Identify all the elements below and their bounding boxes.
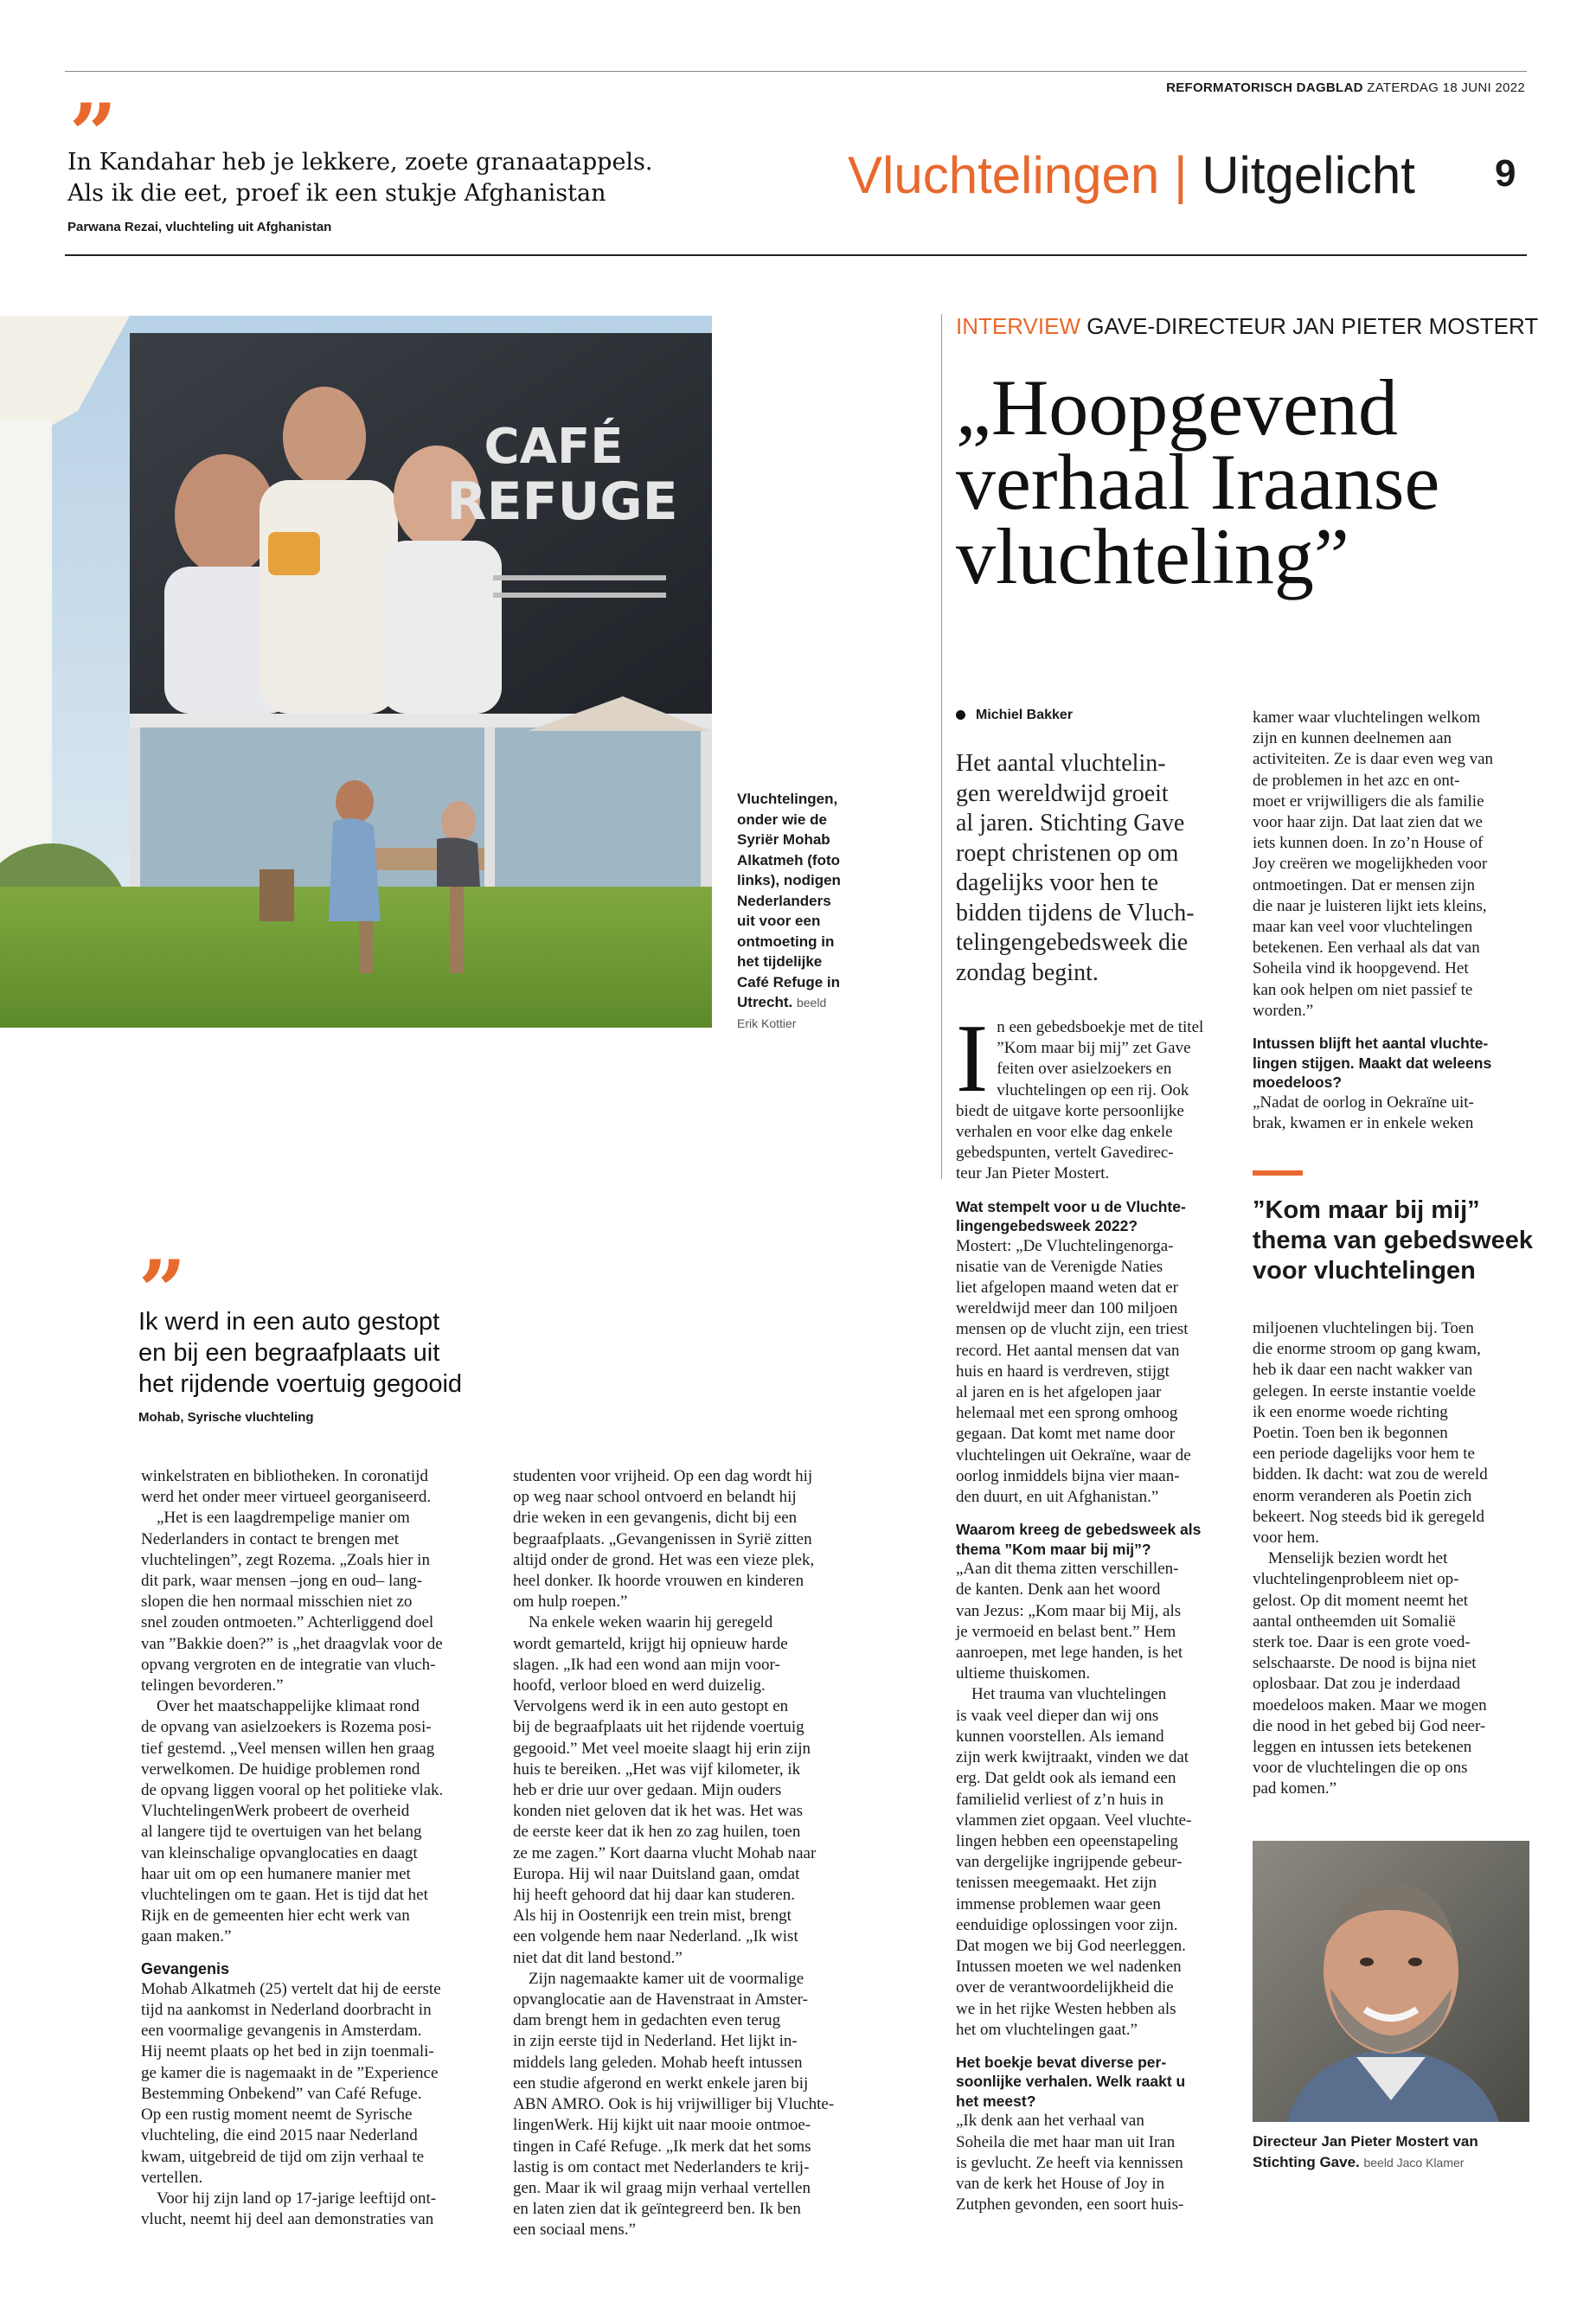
text-line: Nederlanders in contact te brengen met xyxy=(141,1529,400,1548)
answer-line: nisatie van de Verenigde Naties xyxy=(956,1257,1163,1276)
question-4 xyxy=(1253,1034,1531,1093)
text-line: van kleinschalige opvanglocaties en daagt xyxy=(141,1843,418,1862)
text-line: al langere tijd te overtuigen van het belang xyxy=(141,1823,422,1842)
answer-line: wereldwijd meer dan 100 miljoen xyxy=(956,1299,1178,1318)
answer-line: voor de vluchtelingen die op ons xyxy=(1253,1759,1468,1778)
answer-line: Het trauma van vluchtelingen xyxy=(971,1685,1167,1704)
text-line: tijd na aankomst in Nederland doorbracht in xyxy=(141,2001,432,2020)
headline-line: „Hoopgevend xyxy=(956,363,1398,452)
question-line: het meest? xyxy=(956,2092,1036,2110)
column-divider xyxy=(941,314,942,1179)
text-line: Als hij in Oostenrijk een trein mist, brengt xyxy=(513,1907,792,1926)
answer-line: aantal ontheemden uit Somalië xyxy=(1253,1612,1456,1631)
text-line: lastig is om contact met Nederlanders te krij- xyxy=(513,2157,810,2176)
opening-line: ”Kom maar bij mij” zet Gave xyxy=(997,1039,1191,1058)
top-quote-line: In Kandahar heb je lekkere, zoete granaatappels. xyxy=(67,149,653,176)
answer-line: „Aan dit thema zitten verschillen- xyxy=(956,1560,1179,1579)
answer-line: ultieme thuiskomen. xyxy=(956,1664,1091,1683)
caption-line: ontmoeting in xyxy=(737,933,835,950)
question-2 xyxy=(956,1520,1241,1559)
answer-line: vlammen ziet opgaan. Veel vluchte- xyxy=(956,1811,1192,1830)
text-line: de eerste keer dat ik hen zo zag huilen, toen xyxy=(513,1823,801,1842)
interview-headline xyxy=(956,363,1579,600)
mid-quote-mark: ” xyxy=(138,1242,187,1340)
text-line: opvang vergroten en de integratie van vluch- xyxy=(141,1655,436,1674)
answer-line: die enorme stroom op gang kwam, xyxy=(1253,1340,1481,1359)
answer-line: oorlog inmiddels bijna vier maan- xyxy=(956,1466,1180,1485)
text-line: ge kamer die is nagemaakt in de ”Experience xyxy=(141,2063,439,2082)
answer-line: zijn en kunnen deelnemen aan xyxy=(1253,729,1452,748)
answer-line: pad komen.” xyxy=(1253,1779,1337,1798)
text-line: van ”Bakkie doen?” is „het draagvlak voor de xyxy=(141,1634,443,1653)
answer-line: ontmoetingen. Dat er mensen zijn xyxy=(1253,875,1475,894)
answer-line: die nood in het gebed bij God neer- xyxy=(1253,1716,1486,1735)
answer-line: betekenen. Een verhaal als dat van xyxy=(1253,939,1480,958)
answer-line: je vermoeid en belast bent.” Hem xyxy=(956,1622,1176,1641)
text-line: vluchtelingen”, zegt Rozema. „Zoals hier in xyxy=(141,1550,430,1569)
section-divider: | xyxy=(1173,146,1188,204)
cafe-refuge-photo xyxy=(0,316,712,1028)
answer-line: Mostert: „De Vluchtelingenorga- xyxy=(956,1236,1174,1255)
box-heading-line: voor vluchtelingen xyxy=(1253,1257,1476,1285)
answer-line: het om vluchtelingen gaat.” xyxy=(956,2020,1138,2039)
text-line: werd het onder meer virtueel georganiseerd. xyxy=(141,1488,432,1507)
text-line: Over het maatschappelijke klimaat rond xyxy=(157,1697,420,1716)
answer-line: over de verantwoordelijkheid die xyxy=(956,1978,1174,1997)
caption-line: Vluchtelingen, xyxy=(737,791,838,807)
opening-line: feiten over asielzoekers en xyxy=(997,1060,1172,1079)
interview-kicker xyxy=(956,313,1538,340)
section-title xyxy=(848,145,1415,206)
subheading-gevangenis: Gevangenis xyxy=(141,1959,230,1977)
text-line: VluchtelingenWerk probeert de overheid xyxy=(141,1802,410,1821)
intro-line: roept christenen op om xyxy=(956,839,1179,867)
answer-line: voor hem. xyxy=(1253,1529,1320,1548)
question-1 xyxy=(956,1197,1241,1236)
masthead xyxy=(1166,80,1525,95)
text-line: Rijk en de gemeenten hier echt werk van xyxy=(141,1907,410,1926)
answer-line: vluchtelingen uit Oekraïne, waar de xyxy=(956,1445,1191,1465)
text-line: studenten voor vrijheid. Op een dag wordt hij xyxy=(513,1467,813,1485)
portrait-photo xyxy=(1253,1841,1529,2122)
question-3 xyxy=(956,2053,1241,2112)
intro-line: zondag begint. xyxy=(956,958,1099,986)
answer-line: huis en haard is verdreven, stijgt xyxy=(956,1362,1170,1381)
kicker-label: INTERVIEW xyxy=(956,313,1080,339)
answer-line: mensen op de vlucht zijn, een triest xyxy=(956,1320,1189,1339)
text-line: vluchtelingen om te gaan. Het is tijd dat het xyxy=(141,1886,428,1905)
caption-line: links), nodigen xyxy=(737,872,841,888)
text-line: ABN AMRO. Ook is hij vrijwilliger bij Vluchte- xyxy=(513,2095,835,2114)
opening-line: biedt de uitgave korte persoonlijke xyxy=(956,1101,1184,1120)
caption-line: Utrecht. xyxy=(737,994,793,1010)
kicker-rest: GAVE-DIRECTEUR JAN PIETER MOSTERT xyxy=(1086,313,1539,339)
caption-line: het tijdelijke xyxy=(737,953,823,970)
portrait-caption xyxy=(1253,2131,1538,2173)
text-line: dit park, waar mensen –jong en oud– lang- xyxy=(141,1572,423,1591)
answer-line: Menselijk bezien wordt het xyxy=(1268,1549,1448,1568)
text-line: Na enkele weken waarin hij geregeld xyxy=(529,1613,773,1632)
text-line: de opvang liggen vooral op het politieke vlak. xyxy=(141,1781,444,1800)
answer-line: de problemen in het azc en ont- xyxy=(1253,771,1460,790)
answer-line: is gevlucht. Ze heeft via kennissen xyxy=(956,2153,1183,2172)
text-line: tief gestemd. „Veel mensen willen hen graag xyxy=(141,1739,435,1758)
answer-line: brak, kwamen er in enkele weken xyxy=(1253,1113,1474,1132)
box-heading-line: ”Kom maar bij mij” xyxy=(1253,1196,1480,1224)
answer-line: heb ik daar een nacht wakker van xyxy=(1253,1361,1473,1380)
text-line: middels lang geleden. Mohab heeft intussen xyxy=(513,2053,803,2072)
answer-line: gelost. Op dit moment neemt het xyxy=(1253,1591,1469,1610)
answer-line: zijn werk kwijtraakt, vinden we dat xyxy=(956,1748,1189,1767)
caption-line: Syriër Mohab xyxy=(737,831,830,848)
text-line: altijd onder de grond. Het was een vieze plek, xyxy=(513,1550,815,1569)
text-line: „Het is een laagdrempelige manier om xyxy=(157,1509,410,1528)
answer-line: „Nadat de oorlog in Oekraïne uit- xyxy=(1253,1093,1474,1112)
answer-line: activiteiten. Ze is daar even weg van xyxy=(1253,750,1494,769)
answer-line: Soheila vind ik hoopgevend. Het xyxy=(1253,959,1469,978)
text-line: opvanglocatie aan de Havenstraat in Amster- xyxy=(513,1990,808,2009)
caption-line: Café Refuge in xyxy=(737,973,841,990)
text-line: Op een rustig moment neemt de Syrische xyxy=(141,2106,413,2125)
answer-line: die naar je luisteren lijkt iets kleins, xyxy=(1253,896,1487,915)
question-line: Wat stempelt voor u de Vluchte- xyxy=(956,1197,1186,1215)
portrait-credit: beeld Jaco Klamer xyxy=(1363,2155,1465,2170)
text-line: begraafplaats. „Gevangenissen in Syrië zitten xyxy=(513,1529,812,1548)
answer-line: familielid verliest of z’n huis in xyxy=(956,1790,1164,1809)
answer-line: een periode dagelijks voor hem te xyxy=(1253,1445,1475,1464)
text-line: hij heeft gehoord dat hij daar kan studeren. xyxy=(513,1886,796,1905)
caption-line: onder wie de xyxy=(737,811,827,828)
answer-line: moet er vrijwilligers die als familie xyxy=(1253,792,1484,811)
answer-line: de kanten. Denk aan het woord xyxy=(956,1580,1161,1599)
mid-quote-line: het rijdende voertuig gegooid xyxy=(138,1370,463,1398)
text-line: Bestemming Onbekend” van Café Refuge. xyxy=(141,2084,422,2103)
text-line: telingen bevorderen.” xyxy=(141,1676,284,1695)
opening-line: gebedspunten, vertelt Gavedirec- xyxy=(956,1144,1174,1163)
text-line: heel donker. Ik hoorde vrouwen en kinderen xyxy=(513,1572,804,1591)
text-line: snel zouden ontmoeten.” Achterliggend doel xyxy=(141,1613,434,1632)
answer-line: miljoenen vluchtelingen bij. Toen xyxy=(1253,1319,1474,1337)
answer-line: bekeert. Nog steeds bid ik geregeld xyxy=(1253,1507,1485,1526)
question-line: Waarom kreeg de gebedsweek als xyxy=(956,1521,1202,1539)
article-column-a xyxy=(141,1466,496,2230)
answer-line: kan ook helpen om niet passief te xyxy=(1253,980,1473,999)
answer-line: al jaren en is het afgelopen jaar xyxy=(956,1383,1162,1402)
text-line: lingenWerk. Hij kijkt uit naar mooie ontmoe- xyxy=(513,2116,811,2135)
headline-line: vluchteling” xyxy=(956,512,1349,600)
text-line: om hulp roepen.” xyxy=(513,1593,628,1612)
dropcap: I xyxy=(956,1005,989,1112)
text-line: Europa. Hij wil naar Duitsland gaan, omdat xyxy=(513,1864,800,1883)
box-accent-bar xyxy=(1253,1170,1303,1176)
answer-line: lingen hebben een opeenstapeling xyxy=(956,1831,1178,1850)
answer-line: helemaal met een sprong omhoog xyxy=(956,1404,1178,1423)
headline-line: verhaal Iraanse xyxy=(956,438,1440,526)
text-line: vlucht, neemt hij deel aan demonstraties van xyxy=(141,2210,434,2229)
text-line: gen. Maar ik wil graag mijn verhaal vertellen xyxy=(513,2178,811,2197)
caption-credit-name: Erik Kottier xyxy=(737,1016,797,1030)
answer-line: immense problemen waar geen xyxy=(956,1894,1161,1913)
mid-quote-line: en bij een begraafplaats uit xyxy=(138,1339,440,1367)
intro-line: gen wereldwijd groeit xyxy=(956,779,1169,807)
text-line: gegooid.” Met veel moeite slaagt hij erin zijn xyxy=(513,1739,811,1758)
portrait-illustration xyxy=(1253,1841,1529,2122)
text-line: bij de begraafplaats uit het rijdende voertuig xyxy=(513,1718,804,1737)
text-line: vertellen. xyxy=(141,2168,203,2187)
answer-line: bidden. Ik dacht: wat zou de wereld xyxy=(1253,1465,1488,1484)
mid-quote-line: Ik werd in een auto gestopt xyxy=(138,1308,440,1336)
answer-line: kamer waar vluchtelingen welkom xyxy=(1253,708,1481,727)
main-photo-caption xyxy=(737,789,858,1034)
answer-line: enorm veranderen als Poetin zich xyxy=(1253,1486,1472,1505)
text-line: wordt gemarteld, krijgt hij opnieuw harde xyxy=(513,1634,788,1653)
answer-line: maar kan veel voor vluchtelingen xyxy=(1253,918,1473,937)
text-line: haar uit om op een humanere manier met xyxy=(141,1864,411,1883)
top-quote-mark: ” xyxy=(69,86,118,183)
answer-line: kunnen voorstellen. Als iemand xyxy=(956,1727,1164,1746)
question-line: thema ”Kom maar bij mij”? xyxy=(956,1540,1151,1558)
answer-line: sterk toe. Daar is een grote voed- xyxy=(1253,1633,1471,1652)
opening-line: n een gebedsboekje met de titel xyxy=(997,1018,1204,1036)
interview-column-3 xyxy=(956,1005,1241,2215)
answer-line: is vaak veel dieper dan wij ons xyxy=(956,1706,1159,1725)
answer-line: moedeloos maken. Maar we mogen xyxy=(1253,1695,1487,1715)
question-line: soonlijke verhalen. Welk raakt u xyxy=(956,2073,1186,2091)
text-line: hoofd, verloor bloed en werd duizelig. xyxy=(513,1676,766,1695)
opening-line: teur Jan Pieter Mostert. xyxy=(956,1164,1110,1183)
text-line: een voormalige gevangenis in Amsterdam. xyxy=(141,2022,422,2041)
question-line: Het boekje bevat diverse per- xyxy=(956,2053,1167,2071)
answer-line: ik een enorme woede richting xyxy=(1253,1402,1448,1421)
question-line: lingengebedsweek 2022? xyxy=(956,1217,1138,1235)
answer-line: Joy creëren we mogelijkheden voor xyxy=(1253,855,1488,874)
answer-line: worden.” xyxy=(1253,1001,1314,1020)
answer-3 xyxy=(956,2111,1241,2215)
banner-sign-line1: CAFÉ xyxy=(484,419,624,475)
answer-line: aanroepen, met lege handen, is het xyxy=(956,1644,1183,1663)
interview-column-4-top xyxy=(1253,708,1531,1134)
answer-line: selschaarste. De nood is bijna niet xyxy=(1253,1654,1477,1673)
answer-line: oplosbaar. Dat zou je inderdaad xyxy=(1253,1675,1461,1694)
cafe-refuge-illustration xyxy=(0,316,712,1028)
bullet-icon xyxy=(956,710,965,720)
answer-line: van dergelijke ingrijpende gebeur- xyxy=(956,1853,1183,1872)
text-line: Zijn nagemaakte kamer uit de voormalige xyxy=(529,1969,804,1988)
answer-line: vluchtelingenprobleem niet op- xyxy=(1253,1570,1459,1589)
text-line: slopen die hen normaal misschien niet zo xyxy=(141,1593,413,1612)
text-line: dam brengt hem in gedachten even terug xyxy=(513,2011,781,2030)
intro-line: dagelijks voor hen te xyxy=(956,869,1159,896)
top-quote-attribution: Parwana Rezai, vluchteling uit Afghanistan xyxy=(67,220,332,234)
text-line: winkelstraten en bibliotheken. In coronatijd xyxy=(141,1467,428,1485)
text-line: kwam, uitgebreid de tijd om zijn verhaal te xyxy=(141,2147,425,2166)
text-line: gaan maken.” xyxy=(141,1927,232,1946)
answer-line: van de kerk het House of Joy in xyxy=(956,2175,1165,2194)
answer-line: iets kunnen doen. In zo’n House of xyxy=(1253,834,1484,853)
text-line: een volgende hem naar Nederland. „Ik wist xyxy=(513,1927,798,1946)
author-name: Michiel Bakker xyxy=(976,708,1074,722)
answer-line: Dat mogen we bij God neerleggen. xyxy=(956,1936,1186,1955)
text-line: een sociaal mens.” xyxy=(513,2221,636,2240)
author-byline xyxy=(956,708,1073,723)
box-heading xyxy=(1253,1195,1538,1286)
answer-line: eenduidige oplossingen voor zijn. xyxy=(956,1915,1178,1934)
answer-line: Soheila die met haar man uit Iran xyxy=(956,2132,1176,2151)
answer-line: den duurt, en uit Afghanistan.” xyxy=(956,1488,1159,1507)
text-line: een studie afgerond en werkt enkele jaren bij xyxy=(513,2073,809,2093)
section-primary: Vluchtelingen xyxy=(848,146,1160,204)
box-heading-line: thema van gebedsweek xyxy=(1253,1227,1533,1254)
answer-line: record. Het aantal mensen dat van xyxy=(956,1341,1180,1360)
text-line: Voor hij zijn land op 17-jarige leeftijd ont- xyxy=(157,2189,437,2208)
answer-line: Poetin. Toen ben ik begonnen xyxy=(1253,1424,1448,1443)
caption-credit: beeld xyxy=(796,996,827,1009)
answer-1 xyxy=(956,1236,1241,1509)
banner-sign-line2: REFUGE xyxy=(446,471,678,532)
answer-line: van Jezus: „Kom maar bij Mij, als xyxy=(956,1601,1182,1620)
caption-line: uit voor een xyxy=(737,913,821,929)
top-quote xyxy=(67,147,690,209)
article-column-b xyxy=(513,1466,868,2241)
masthead-paper: REFORMATORISCH DAGBLAD xyxy=(1166,80,1363,95)
question-line: moedeloos? xyxy=(1253,1074,1343,1092)
text-line: niet dat dit land bestond.” xyxy=(513,1948,683,1967)
text-line: drie weken in een gevangenis, dicht bij een xyxy=(513,1509,798,1528)
text-line: Vervolgens werd ik in een auto gestopt en xyxy=(513,1697,789,1716)
page-number: 9 xyxy=(1495,152,1516,195)
text-line: konden niet geloven dat ik het was. Het was xyxy=(513,1802,804,1821)
text-line: in zijn eerste tijd in Nederland. Het lijkt in- xyxy=(513,2032,798,2051)
mid-quote-attribution: Mohab, Syrische vluchteling xyxy=(138,1410,314,1425)
text-line: Mohab Alkatmeh (25) vertelt dat hij de eerste xyxy=(141,1979,441,1998)
text-line: slagen. „Ik had een wond aan mijn voor- xyxy=(513,1655,780,1674)
text-line: ze me zagen.” Kort daarna vlucht Mohab naar xyxy=(513,1843,817,1862)
answer-line: tenissen meegemaakt. Het zijn xyxy=(956,1874,1157,1893)
answer-line: Zutphen gevonden, een soort huis- xyxy=(956,2195,1184,2214)
intro-line: al jaren. Stichting Gave xyxy=(956,810,1185,836)
caption-line: Nederlanders xyxy=(737,892,831,909)
intro-line: bidden tijdens de Vluch- xyxy=(956,899,1195,926)
answer-line: liet afgelopen maand weten dat er xyxy=(956,1279,1178,1298)
answer-line: gegaan. Dat komt met name door xyxy=(956,1425,1176,1444)
question-line: Intussen blijft het aantal vluchte- xyxy=(1253,1035,1489,1053)
answer-2 xyxy=(956,1559,1241,2041)
text-line: Hij neemt plaats op het bed in zijn toenmali- xyxy=(141,2042,434,2061)
intro-line: telingengebedsweek die xyxy=(956,929,1189,956)
text-line: op weg naar school ontvoerd en belandt hij xyxy=(513,1488,797,1507)
text-line: verwelkomen. De huidige problemen rond xyxy=(141,1759,420,1779)
text-line: heb er drie uur over gedaan. Mijn ouders xyxy=(513,1781,782,1800)
text-line: huis te bereiken. „Het was vijf kilometer, ik xyxy=(513,1759,801,1779)
text-line: en laten zien dat ik geïntegreerd ben. Ik ben xyxy=(513,2200,801,2219)
top-quote-line: Als ik die eet, proef ik een stukje Afghanistan xyxy=(67,180,606,207)
text-line: de opvang van asielzoekers is Rozema posi- xyxy=(141,1718,432,1737)
header-rule xyxy=(65,254,1527,256)
caption-line: Alkatmeh (foto xyxy=(737,851,840,868)
section-secondary: Uitgelicht xyxy=(1202,146,1415,204)
intro-text xyxy=(956,749,1241,988)
masthead-date: ZATERDAG 18 JUNI 2022 xyxy=(1367,80,1525,95)
answer-line: we in het rijke Westen hebben als xyxy=(956,1999,1176,2018)
answer-line: Intussen moeten we wel nadenken xyxy=(956,1958,1182,1977)
portrait-caption-text: Directeur Jan Pieter Mostert van Stichting Gave. xyxy=(1253,2133,1478,2170)
text-line: vluchteling, die eind 2015 naar Nederland xyxy=(141,2126,418,2145)
question-line: lingen stijgen. Maakt dat weleens xyxy=(1253,1054,1492,1072)
answer-line: erg. Dat geldt ook als iemand een xyxy=(956,1769,1176,1788)
interview-column-4-bottom xyxy=(1253,1318,1531,1800)
text-line: tingen in Café Refuge. „Ik merk dat het soms xyxy=(513,2137,811,2156)
answer-line: leggen en intussen iets betekenen xyxy=(1253,1738,1472,1757)
answer-line: gelegen. In eerste instantie voelde xyxy=(1253,1381,1476,1400)
opening-line: verhalen en voor elke dag enkele xyxy=(956,1123,1173,1142)
intro-line: Het aantal vluchtelin- xyxy=(956,750,1166,777)
opening-line: vluchtelingen op een rij. Ook xyxy=(997,1080,1189,1099)
mid-quote xyxy=(138,1306,519,1400)
top-rule xyxy=(65,71,1527,72)
answer-line: „Ik denk aan het verhaal van xyxy=(956,2112,1144,2131)
answer-line: voor haar zijn. Dat laat zien dat we xyxy=(1253,813,1483,832)
